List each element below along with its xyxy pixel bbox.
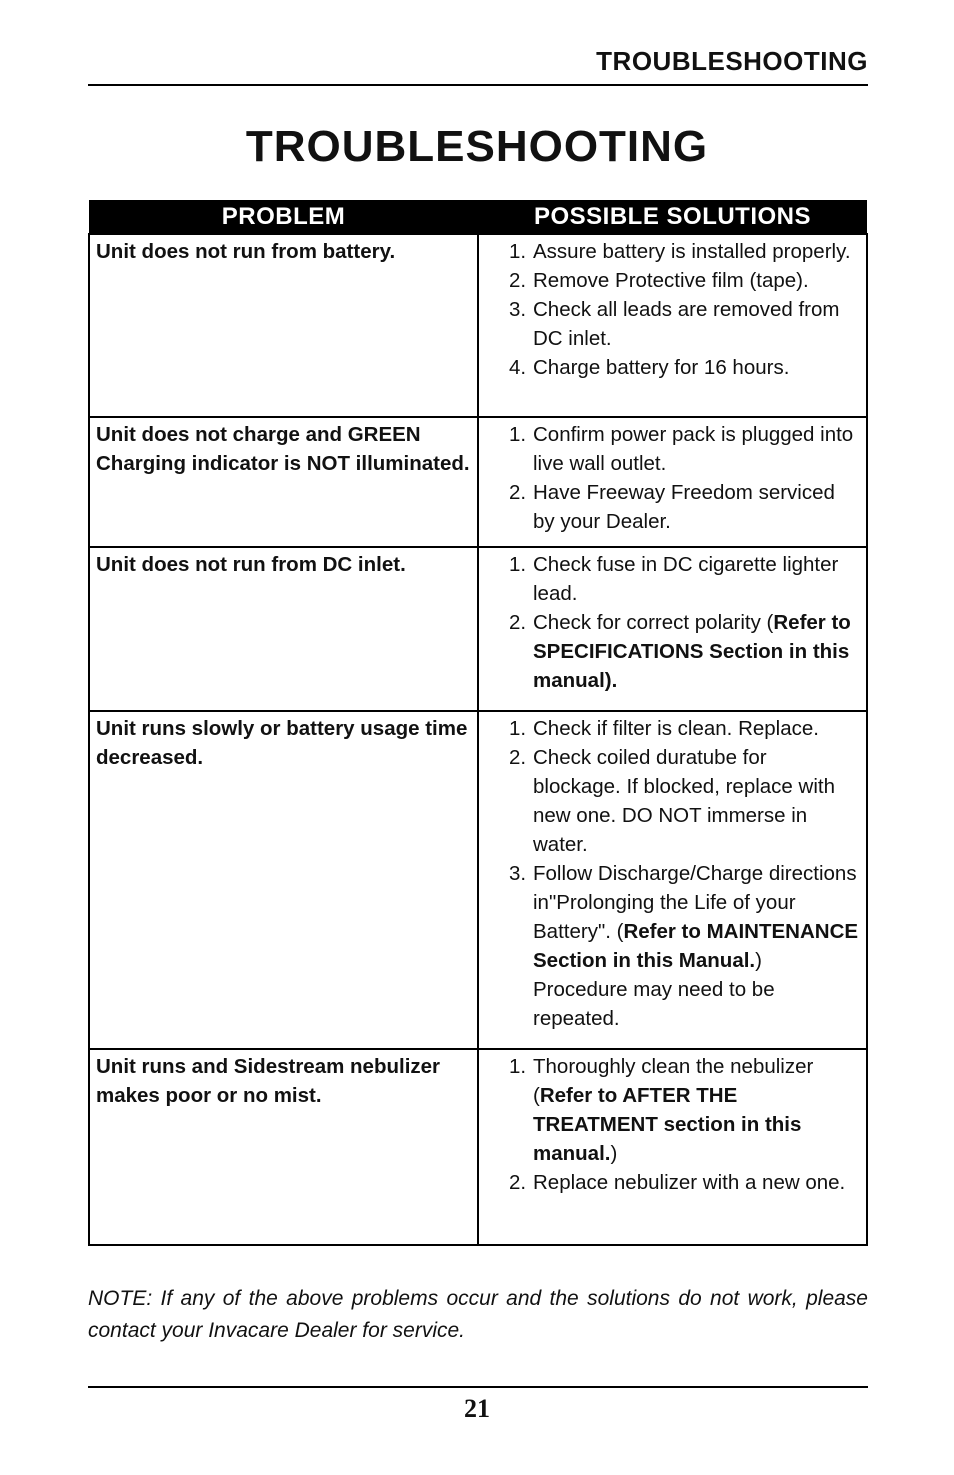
solution-number: 2.: [509, 611, 527, 634]
troubleshooting-table: [88, 200, 868, 1246]
solution-list: [509, 420, 860, 536]
solution-number: 2.: [509, 746, 527, 769]
solution-item: [509, 478, 860, 536]
solution-list: [509, 550, 860, 695]
solution-number: 2.: [509, 269, 527, 292]
page-title: TROUBLESHOOTING: [245, 122, 709, 171]
solution-number: 1.: [509, 423, 527, 446]
problem-cell: Unit does not run from battery.: [89, 234, 478, 417]
solution-number: 1.: [509, 553, 527, 576]
solutions-cell: [478, 547, 867, 711]
table-header-row: [89, 200, 867, 234]
solution-list: [509, 237, 860, 382]
problem-cell: Unit runs slowly or battery usage time decreased.: [89, 711, 478, 1049]
solution-item: [509, 1168, 860, 1197]
solution-item: [509, 353, 860, 382]
solution-text: Check coiled duratube for blockage. If blocked, replace with new one. DO NOT immerse in water.: [533, 746, 835, 856]
table-row: [89, 711, 867, 1049]
solutions-cell: [478, 1049, 867, 1245]
solution-item: [509, 743, 860, 859]
solutions-cell: [478, 711, 867, 1049]
solution-list: [509, 714, 860, 1033]
solution-number: 2.: [509, 1171, 527, 1194]
footer-rule: [88, 1386, 868, 1388]
solution-item: [509, 266, 860, 295]
solution-list: [509, 1052, 860, 1197]
solution-text: Remove Protective film (tape).: [533, 269, 809, 292]
column-header-solutions: POSSIBLE SOLUTIONS: [478, 200, 867, 234]
solution-number: 4.: [509, 356, 527, 379]
solution-text: Check if filter is clean. Replace.: [533, 717, 819, 740]
solution-number: 1.: [509, 240, 527, 263]
solution-text: Follow Discharge/Charge directions in"Prolonging the Life of your Battery". (Refer to MAINTENANCE Section in this Manual.) Procedure may need to be repeated.: [533, 862, 859, 1030]
solution-text: Replace nebulizer with a new one.: [533, 1171, 846, 1194]
table-row: [89, 417, 867, 547]
solution-text: Check all leads are removed from DC inlet.: [533, 298, 840, 350]
problem-cell: Unit runs and Sidestream nebulizer makes poor or no mist.: [89, 1049, 478, 1245]
running-header: TROUBLESHOOTING: [596, 46, 868, 76]
solution-text: Confirm power pack is plugged into live wall outlet.: [533, 423, 854, 475]
column-header-problem: PROBLEM: [89, 200, 478, 234]
solution-item: [509, 608, 860, 695]
solution-item: [509, 295, 860, 353]
solution-text: Assure battery is installed properly.: [533, 240, 851, 263]
solution-item: [509, 1052, 860, 1168]
service-note: NOTE: If any of the above problems occur and the solutions do not work, please contact your Invacare Dealer for service.: [88, 1287, 868, 1342]
table-row: [89, 234, 867, 417]
solution-item: [509, 237, 860, 266]
solution-number: 3.: [509, 298, 527, 321]
solution-number: 2.: [509, 481, 527, 504]
table-row: [89, 547, 867, 711]
solutions-cell: [478, 417, 867, 547]
solution-item: [509, 550, 860, 608]
solution-item: [509, 714, 860, 743]
solution-number: 3.: [509, 862, 527, 885]
solutions-cell: [478, 234, 867, 417]
solution-number: 1.: [509, 1055, 527, 1078]
solution-text: Check fuse in DC cigarette lighter lead.: [533, 553, 839, 605]
solution-text: Charge battery for 16 hours.: [533, 356, 790, 379]
problem-cell: Unit does not run from DC inlet.: [89, 547, 478, 711]
solution-text: Check for correct polarity (Refer to SPECIFICATIONS Section in this manual).: [533, 611, 851, 692]
solution-text: Thoroughly clean the nebulizer (Refer to AFTER THE TREATMENT section in this manual.): [533, 1055, 814, 1165]
problem-cell: Unit does not charge and GREEN Charging indicator is NOT illuminated.: [89, 417, 478, 547]
solution-item: [509, 420, 860, 478]
solution-number: 1.: [509, 717, 527, 740]
table-row: [89, 1049, 867, 1245]
solution-item: [509, 859, 860, 1033]
solution-text: Have Freeway Freedom serviced by your Dealer.: [533, 481, 835, 533]
page-number: 21: [464, 1394, 490, 1423]
header-rule: [88, 84, 868, 86]
